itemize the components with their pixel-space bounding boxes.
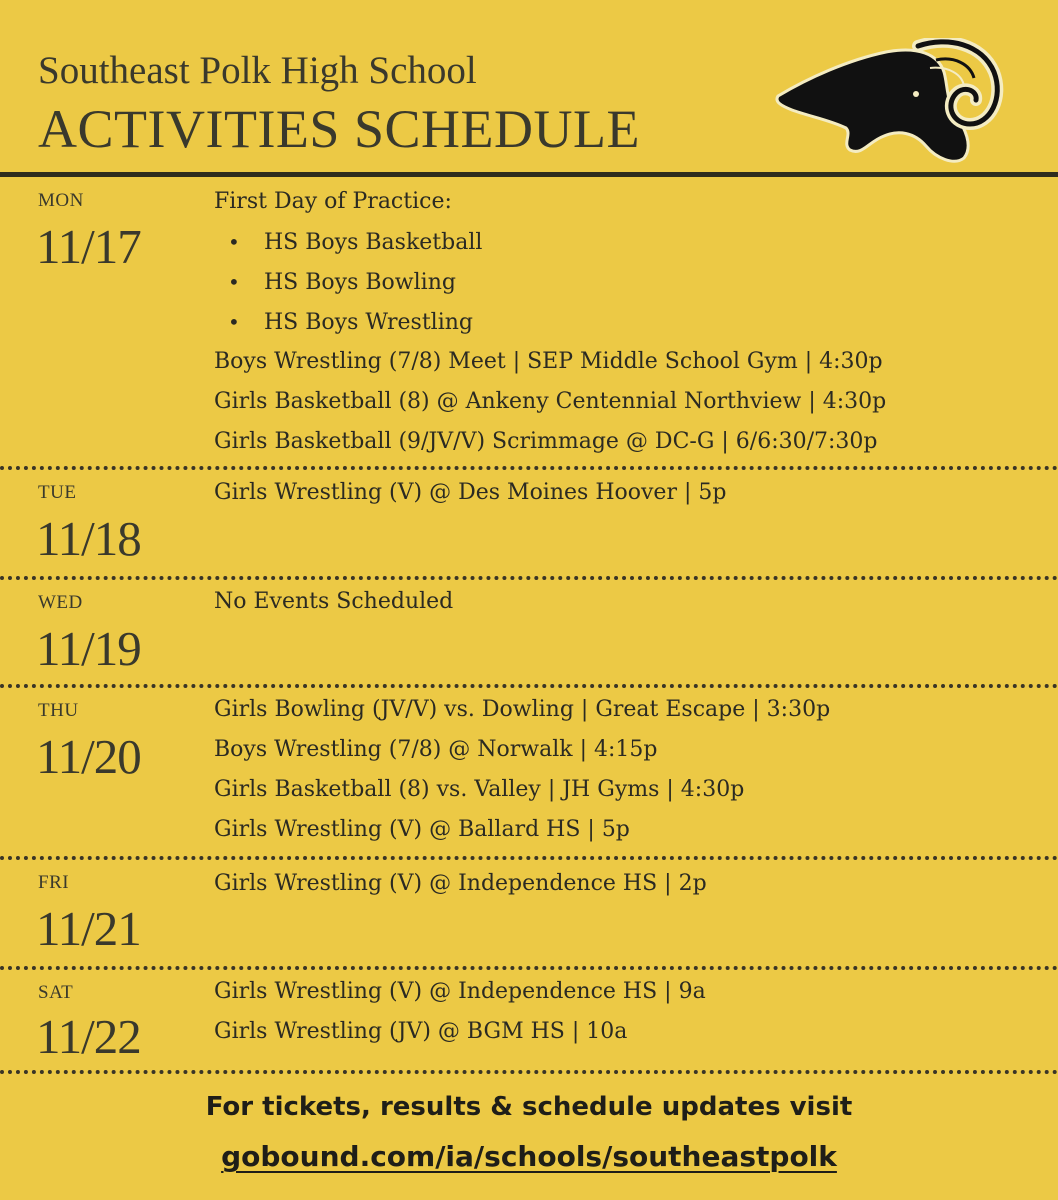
day-section-mon (0, 180, 1058, 470)
day-section-thu (0, 688, 1058, 856)
school-name: Southeast Polk High School (38, 49, 477, 92)
bullet-text: HS Boys Wrestling (264, 310, 473, 335)
bullet-icon: • (228, 270, 240, 294)
event-item: Girls Wrestling (V) @ Independence HS | 9a (214, 979, 706, 1004)
day-date: 11/19 (36, 621, 141, 676)
event-item: Girls Wrestling (V) @ Des Moines Hoover | 5p (214, 480, 727, 505)
event-item: Girls Basketball (8) @ Ankeny Centennial Northview | 4:30p (214, 389, 887, 414)
practice-intro: First Day of Practice: (214, 189, 452, 214)
footer-link[interactable]: gobound.com/ia/schools/southeastpolk (221, 1140, 837, 1173)
bullet-text: HS Boys Bowling (264, 270, 456, 295)
page-title: ACTIVITIES SCHEDULE (38, 99, 640, 159)
event-list (214, 473, 1038, 513)
day-date: 11/21 (36, 901, 141, 956)
header-divider (0, 172, 1058, 177)
event-item: Girls Wrestling (V) @ Independence HS | 2p (214, 871, 707, 896)
event-list (214, 972, 1038, 1052)
day-section-wed (0, 580, 1058, 684)
event-item: Girls Wrestling (JV) @ BGM HS | 10a (214, 1019, 628, 1044)
day-date: 11/17 (36, 219, 141, 274)
footer-text: For tickets, results & schedule updates visit (205, 1092, 853, 1122)
list-item (214, 222, 1038, 262)
event-list (214, 582, 1038, 622)
day-section-tue (0, 470, 1058, 576)
day-of-week: SAT (38, 982, 74, 1003)
day-of-week: TUE (38, 482, 77, 503)
event-list (214, 690, 1038, 850)
day-date: 11/18 (36, 511, 141, 566)
event-item: Girls Wrestling (V) @ Ballard HS | 5p (214, 817, 630, 842)
day-of-week: FRI (38, 872, 70, 893)
day-section-sat (0, 970, 1058, 1070)
event-item: Girls Bowling (JV/V) vs. Dowling | Great Escape | 3:30p (214, 697, 831, 722)
event-list (214, 182, 1038, 462)
ram-head-logo-icon (768, 38, 1008, 166)
bullet-text: HS Boys Basketball (264, 230, 483, 255)
day-section-fri (0, 860, 1058, 966)
event-item: Boys Wrestling (7/8) @ Norwalk | 4:15p (214, 737, 658, 762)
event-item: Girls Basketball (9/JV/V) Scrimmage @ DC-G | 6/6:30/7:30p (214, 429, 878, 454)
day-of-week: WED (38, 592, 83, 613)
event-item: No Events Scheduled (214, 589, 454, 614)
bullet-icon: • (228, 310, 240, 334)
event-item: Boys Wrestling (7/8) Meet | SEP Middle School Gym | 4:30p (214, 349, 883, 374)
day-of-week: THU (38, 700, 79, 721)
day-of-week: MON (38, 190, 84, 211)
day-date: 11/22 (36, 1009, 141, 1064)
event-item: Girls Basketball (8) vs. Valley | JH Gyms | 4:30p (214, 777, 745, 802)
header (0, 0, 1058, 175)
bullet-icon: • (228, 230, 240, 254)
dotted-divider (0, 1070, 1058, 1074)
list-item (214, 262, 1038, 302)
day-date: 11/20 (36, 729, 141, 784)
event-list (214, 864, 1038, 904)
list-item (214, 302, 1038, 342)
